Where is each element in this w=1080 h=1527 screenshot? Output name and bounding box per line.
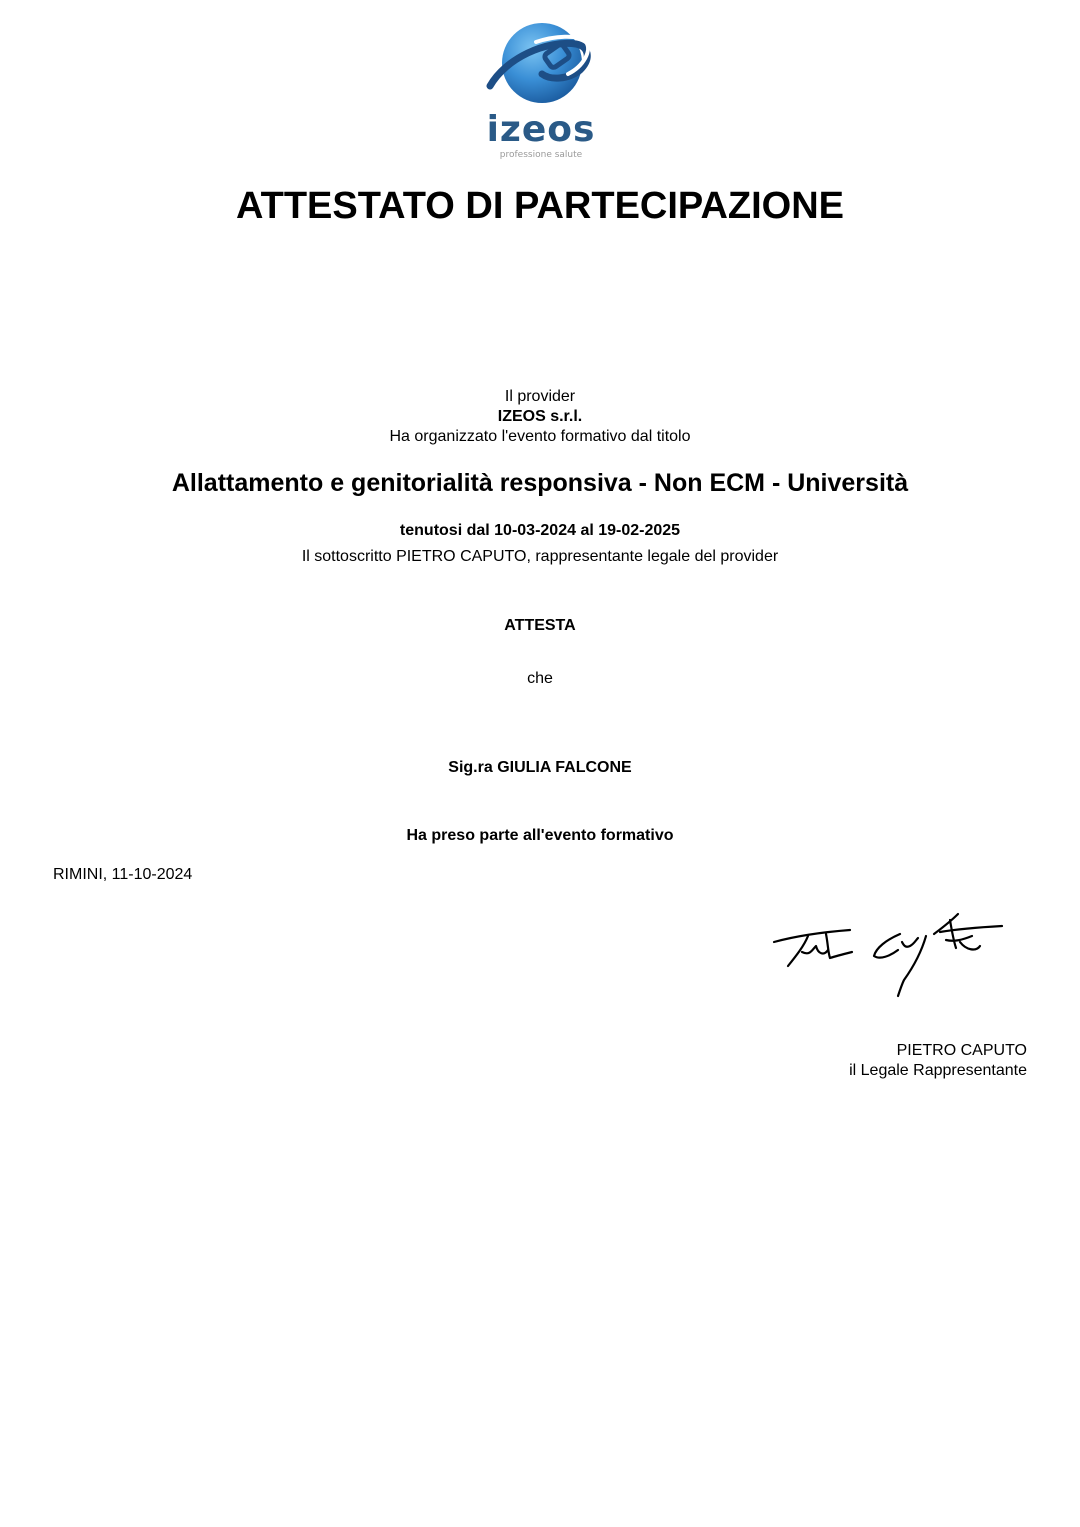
provider-name: IZEOS s.r.l. (497, 408, 583, 425)
undersigned-text: Il sottoscritto PIETRO CAPUTO, rappresentante legale del provider (301, 548, 779, 565)
event-dates: tenutosi dal 10-03-2024 al 19-02-2025 (399, 522, 681, 539)
participation-statement: Ha preso parte all'evento formativo (406, 827, 674, 844)
che-text: che (527, 670, 553, 687)
attesta-heading: ATTESTA (504, 617, 576, 634)
participant-name: Sig.ra GIULIA FALCONE (448, 759, 632, 776)
event-title: Allattamento e genitorialità responsiva - Non ECM - Università (171, 469, 909, 497)
signer-name: PIETRO CAPUTO (896, 1042, 1027, 1059)
signer-role: il Legale Rappresentante (849, 1062, 1027, 1079)
globe-icon (476, 18, 606, 110)
place-date: RIMINI, 11-10-2024 (53, 866, 193, 883)
company-logo (476, 18, 606, 168)
organized-text: Ha organizzato l'evento formativo dal titolo (389, 428, 691, 445)
handwritten-signature (766, 910, 1016, 1002)
provider-intro: Il provider (504, 388, 576, 405)
logo-wordmark: izeos (486, 109, 596, 150)
logo-tagline: professione salute (499, 150, 583, 160)
page-title: ATTESTATO DI PARTECIPAZIONE (236, 185, 844, 227)
